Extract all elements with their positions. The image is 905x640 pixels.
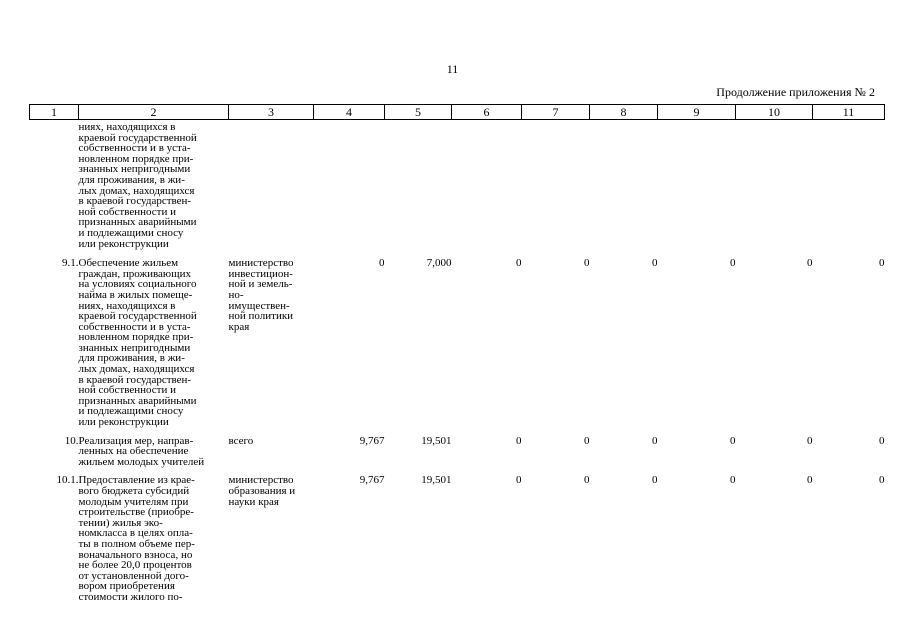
col-header-8: 8 xyxy=(590,105,658,120)
row-value xyxy=(736,120,813,250)
row-value: 0 xyxy=(807,257,813,270)
row-value: 19,501 xyxy=(421,474,452,487)
row-value xyxy=(522,120,590,250)
row-value: 0 xyxy=(652,257,658,270)
row-value: 0 xyxy=(807,434,813,447)
row-value xyxy=(590,120,658,250)
col-header-11: 11 xyxy=(813,105,885,120)
row-value xyxy=(385,120,452,250)
row-value: 0 xyxy=(879,434,885,447)
row-value: 0 xyxy=(516,434,522,447)
row-name: ниях, находящихся в краевой государственной собственности и в уста- новленном порядке при- знанных непригодными для проживания, в жи- лых домах, находящихся в краевой государствен- ной собственности и признанных аварийными и подлежащими сносу или реконструкции xyxy=(78,121,197,250)
col-header-5: 5 xyxy=(385,105,452,120)
row-name: Обеспечение жильем граждан, проживающих на условиях социального найма в жилых помеще- ниях, находящихся в краевой государственной собственности и в уста- новленном порядке при- знанных непригодными для проживания, в жи- лых домах, находящихся в краевой государствен- ной собственности и признанных аварийными и подлежащими сносу или реконструкции xyxy=(78,257,197,429)
col-header-6: 6 xyxy=(452,105,522,120)
budget-table xyxy=(29,104,885,603)
table-row xyxy=(30,467,885,602)
table-row xyxy=(30,428,885,468)
row-value: 9,767 xyxy=(359,434,385,447)
row-executor: министерство образования и науки края xyxy=(228,474,296,508)
row-value: 0 xyxy=(516,257,522,270)
row-executor: министерство инвестицион- ной и земель- но- имуществен- ной политики края xyxy=(228,257,294,333)
row-value: 0 xyxy=(879,257,885,270)
row-name: Предоставление из крае- вого бюджета субсидий молодым учителям при строительстве (приобре- тении) жилья эко- номкласса в целях опла- ты в полном объеме пер- воначального взноса, но не более 20,0 процентов от установленной дого- вором приобретения стоимости жилого по- xyxy=(78,474,195,603)
table-row xyxy=(30,120,885,250)
row-number xyxy=(30,120,79,250)
column-number-row xyxy=(30,105,885,120)
col-header-3: 3 xyxy=(229,105,314,120)
row-value xyxy=(452,120,522,250)
row-value: 0 xyxy=(730,474,736,487)
row-number: 10.1. xyxy=(56,474,79,487)
col-header-2: 2 xyxy=(79,105,229,120)
appendix-continuation-caption: Продолжение приложения № 2 xyxy=(716,85,875,99)
row-value: 0 xyxy=(879,474,885,487)
row-name: Реализация мер, направ- ленных на обеспечение жильем молодых учителей xyxy=(78,434,205,468)
col-header-4: 4 xyxy=(314,105,385,120)
col-header-1: 1 xyxy=(30,105,79,120)
row-number: 9.1. xyxy=(62,257,79,270)
row-value: 19,501 xyxy=(421,434,452,447)
row-value: 0 xyxy=(516,474,522,487)
col-header-9: 9 xyxy=(658,105,736,120)
row-value xyxy=(658,120,736,250)
row-value xyxy=(813,120,885,250)
row-value: 7,000 xyxy=(426,257,452,270)
row-value: 0 xyxy=(652,434,658,447)
row-value: 9,767 xyxy=(359,474,385,487)
row-value: 0 xyxy=(584,434,590,447)
col-header-10: 10 xyxy=(736,105,813,120)
row-value: 0 xyxy=(584,257,590,270)
page-number: 11 xyxy=(446,62,459,76)
row-value: 0 xyxy=(584,474,590,487)
row-value: 0 xyxy=(730,257,736,270)
row-value: 0 xyxy=(730,434,736,447)
row-value: 0 xyxy=(379,257,385,270)
col-header-7: 7 xyxy=(522,105,590,120)
row-executor: всего xyxy=(228,434,254,447)
row-executor xyxy=(229,120,314,250)
row-value: 0 xyxy=(652,474,658,487)
table-row xyxy=(30,249,885,428)
row-value xyxy=(314,120,385,250)
row-value: 0 xyxy=(807,474,813,487)
row-number: 10. xyxy=(64,434,79,447)
